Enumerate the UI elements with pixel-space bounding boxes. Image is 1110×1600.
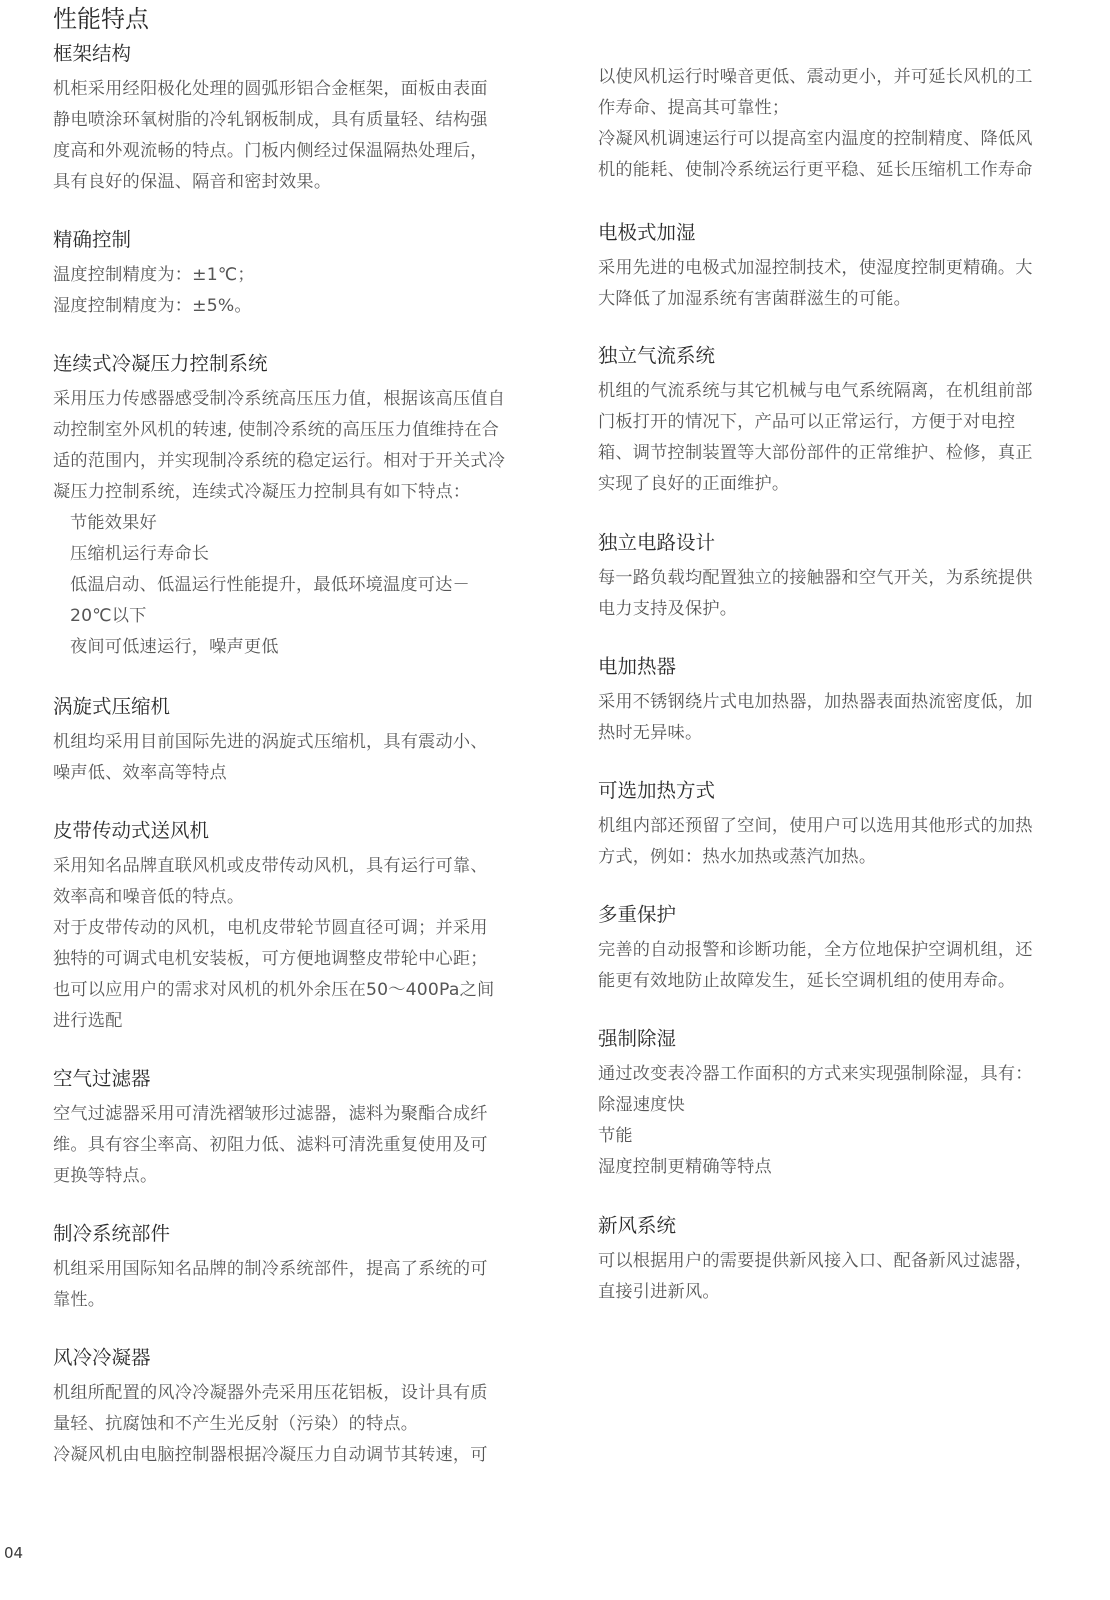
body-line: 量轻、抗腐蚀和不产生光反射（污染）的特点。 [53,1414,419,1434]
section-body [598,935,1106,997]
body-line: 冷凝风机由电脑控制器根据冷凝压力自动调节其转速，可 [53,1445,488,1465]
body-line: 靠性。 [53,1290,106,1310]
body-line: 完善的自动报警和诊断功能，全方位地保护空调机组，还 [598,940,1033,960]
right-column-section [598,529,1106,625]
section-body [598,687,1106,749]
left-column-section [53,693,553,789]
body-line: 电力支持及保护。 [598,599,738,619]
section-title: 多重保护 [598,903,677,926]
body-line: 温度控制精度为：±1℃； [53,265,255,285]
feature-item: 夜间可低速运行，噪声更低 [70,637,279,657]
section-body [53,1099,553,1192]
right-column-section [598,777,1106,873]
right-column-section [598,1025,1106,1183]
body-line: 能更有效地防止故障发生，延长空调机组的使用寿命。 [598,971,1016,991]
body-line: 箱、调节控制装置等大部份部件的正常维护、检修，真正 [598,443,1033,463]
body-line: 动控制室外风机的转速, 使制冷系统的高压压力值维持在合 [53,420,500,440]
section-title: 独立电路设计 [598,531,716,554]
section-body [53,74,553,198]
body-line: 采用知名品牌直联风机或皮带传动风机，具有运行可靠、 [53,856,488,876]
section-title: 框架结构 [53,42,132,65]
page-title: 性能特点 [53,5,149,33]
body-line: 也可以应用户的需求对风机的机外余压在50～400Pa之间 [53,980,495,1000]
body-line: 机组内部还预留了空间，使用户可以选用其他形式的加热 [598,816,1033,836]
body-line: 湿度控制精度为：±5%。 [53,296,252,316]
body-line: 独特的可调式电机安装板，可方便地调整皮带轮中心距； [53,949,488,969]
left-column-section [53,40,553,198]
section-body [53,260,553,322]
section-title: 电加热器 [598,655,677,678]
section-body [53,1254,553,1316]
body-line: 采用先进的电极式加湿控制技术，使湿度控制更精确。大 [598,258,1033,278]
section-title: 精确控制 [53,228,132,251]
left-column-section [53,226,553,322]
section-body [598,1059,1106,1183]
section-title: 皮带传动式送风机 [53,819,210,842]
body-line: 可以根据用户的需要提供新风接入口、配备新风过滤器， [598,1251,1033,1271]
section-title: 连续式冷凝压力控制系统 [53,352,268,375]
body-line: 节能 [598,1126,633,1146]
section-body [598,811,1106,873]
section-title: 涡旋式压缩机 [53,695,171,718]
right-column-section [598,1212,1106,1308]
body-line: 机组均采用目前国际先进的涡旋式压缩机，具有震动小、 [53,732,488,752]
body-line: 每一路负载均配置独立的接触器和空气开关，为系统提供 [598,568,1033,588]
body-line: 大降低了加湿系统有害菌群滋生的可能。 [598,289,911,309]
section-title: 空气过滤器 [53,1067,151,1090]
body-line: 具有良好的保温、隔音和密封效果。 [53,172,332,192]
feature-item: 压缩机运行寿命长 [70,544,210,564]
body-line: 机柜采用经阳极化处理的圆弧形铝合金框架，面板由表面 [53,79,488,99]
body-line: 凝压力控制系统，连续式冷凝压力控制具有如下特点： [53,482,471,502]
right-column-section [598,342,1106,500]
body-line: 通过改变表冷器工作面积的方式来实现强制除湿，具有： [598,1064,1033,1084]
section-title: 可选加热方式 [598,779,716,802]
section-title: 电极式加湿 [598,221,696,244]
left-column-section [53,1220,553,1316]
feature-item: 节能效果好 [70,513,157,533]
section-body [598,1246,1106,1308]
body-line: 度高和外观流畅的特点。门板内侧经过保温隔热处理后， [53,141,488,161]
body-line: 效率高和噪音低的特点。 [53,887,245,907]
body-line: 静电喷涂环氧树脂的冷轧钢板制成，具有质量轻、结构强 [53,110,488,130]
section-body [53,727,553,789]
section-body [53,1378,553,1471]
body-line: 门板打开的情况下，产品可以正常运行，方便于对电控 [598,412,1016,432]
section-body [53,384,553,663]
body-line: 对于皮带传动的风机，电机皮带轮节圆直径可调；并采用 [53,918,488,938]
feature-item: 低温启动、低温运行性能提升，最低环境温度可达－ [70,575,470,595]
body-line: 进行选配 [53,1011,123,1031]
left-column-section [53,1344,553,1471]
body-line: 采用不锈钢绕片式电加热器，加热器表面热流密度低，加 [598,692,1033,712]
body-line: 维。具有容尘率高、初阻力低、滤料可清洗重复使用及可 [53,1135,488,1155]
body-line: 采用压力传感器感受制冷系统高压压力值，根据该高压值自 [53,389,506,409]
body-line: 适的范围内，并实现制冷系统的稳定运行。相对于开关式冷 [53,451,506,471]
body-line: 湿度控制更精确等特点 [598,1157,772,1177]
body-line: 冷凝风机调速运行可以提高室内温度的控制精度、降低风 [598,129,1033,149]
page-number: 04 [4,1544,24,1562]
body-line: 更换等特点。 [53,1166,158,1186]
body-line: 除湿速度快 [598,1095,685,1115]
body-line: 空气过滤器采用可清洗褶皱形过滤器，滤料为聚酯合成纤 [53,1104,488,1124]
body-line: 机的能耗、使制冷系统运行更平稳、延长压缩机工作寿命 [598,160,1033,180]
left-column-section [53,817,553,1037]
left-column-section [53,1065,553,1192]
section-body [598,563,1106,625]
left-column-section [53,350,553,663]
body-line: 作寿命、提高其可靠性； [598,98,790,118]
section-title: 独立气流系统 [598,344,716,367]
section-title: 风冷冷凝器 [53,1346,151,1369]
right-column-section [598,901,1106,997]
feature-item: 20℃以下 [70,606,147,626]
section-title: 新风系统 [598,1214,677,1237]
body-line: 机组采用国际知名品牌的制冷系统部件，提高了系统的可 [53,1259,488,1279]
section-body [598,62,1106,186]
section-title: 强制除湿 [598,1027,677,1050]
body-line: 热时无异味。 [598,723,703,743]
body-line: 机组所配置的风冷冷凝器外壳采用压花铝板，设计具有质 [53,1383,488,1403]
right-column-section [598,62,1106,186]
section-body [598,253,1106,315]
right-column-section [598,219,1106,315]
section-body [53,851,553,1037]
right-column-section [598,653,1106,749]
section-body [598,376,1106,500]
body-line: 噪声低、效率高等特点 [53,763,227,783]
body-line: 方式，例如：热水加热或蒸汽加热。 [598,847,877,867]
body-line: 直接引进新风。 [598,1282,720,1302]
section-title: 制冷系统部件 [53,1222,171,1245]
body-line: 实现了良好的正面维护。 [598,474,790,494]
body-line: 以使风机运行时噪音更低、震动更小，并可延长风机的工 [598,67,1033,87]
body-line: 机组的气流系统与其它机械与电气系统隔离，在机组前部 [598,381,1033,401]
